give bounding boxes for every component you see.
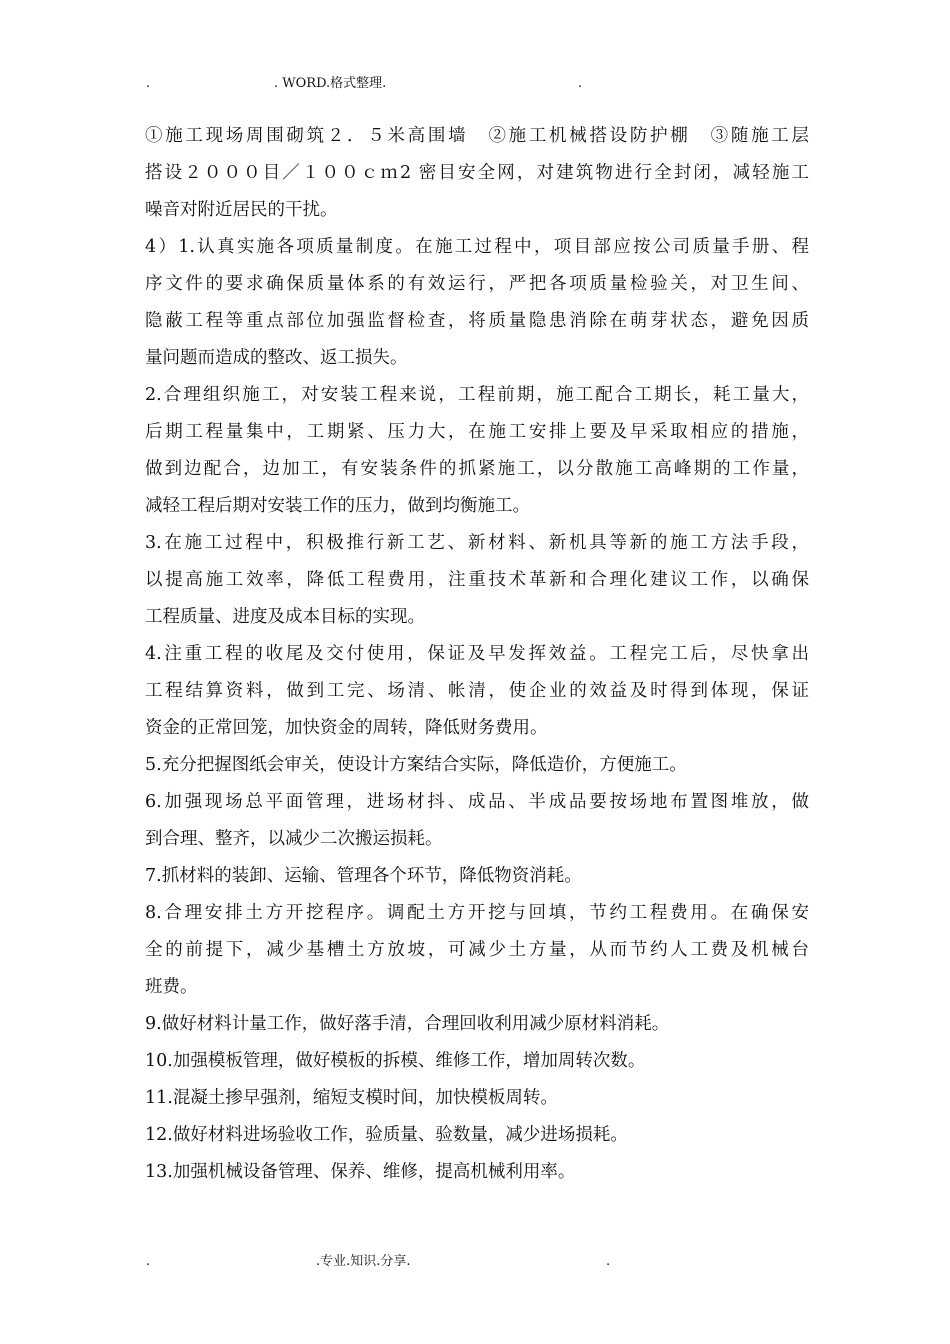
text-line: 以提高施工效率，降低工程费用，注重技术革新和合理化建议工作，以确保 xyxy=(145,570,809,590)
text-line: 资金的正常回笼，加快资金的周转，降低财务费用。 xyxy=(145,718,548,738)
text-line: 隐蔽工程等重点部位加强监督检查，将质量隐患消除在萌芽状态，避免因质 xyxy=(145,311,809,331)
header-right-mark: . xyxy=(578,76,583,91)
text-line: 全的前提下，减少基槽土方放坡，可减少土方量，从而节约人工费及机械台 xyxy=(145,940,809,960)
text-line: 9.做好材料计量工作，做好落手清，合理回收利用减少原材料消耗。 xyxy=(145,1014,670,1034)
text-line: 序文件的要求确保质量体系的有效运行，严把各项质量检验关，对卫生间、 xyxy=(145,274,809,294)
page-header xyxy=(0,74,950,94)
text-line: 3.在施工过程中，积极推行新工艺、新材料、新机具等新的施工方法手段， xyxy=(145,533,809,553)
header-title: . WORD.格式整理. xyxy=(274,76,387,91)
page-footer xyxy=(0,1252,950,1272)
text-line: 到合理、整齐，以减少二次搬运损耗。 xyxy=(145,829,443,849)
text-line: 搭设２０００目／１００ｃｍ2 密目安全网，对建筑物进行全封闭，减轻施工 xyxy=(145,163,809,183)
text-line: ①施工现场周围砌筑２．５米高围墙 ②施工机械搭设防护棚 ③随施工层 xyxy=(145,126,809,146)
text-line: 量问题而造成的整改、返工损失。 xyxy=(145,348,408,368)
text-line: 工程质量、进度及成本目标的实现。 xyxy=(145,607,425,627)
text-line: 工程结算资料，做到工完、场清、帐清，使企业的效益及时得到体现，保证 xyxy=(145,681,809,701)
text-line: 5.充分把握图纸会审关，使设计方案结合实际，降低造价，方便施工。 xyxy=(145,755,687,775)
text-line: 8.合理安排土方开挖程序。调配土方开挖与回填，节约工程费用。在确保安 xyxy=(145,903,809,923)
document-body xyxy=(145,118,809,1191)
footer-text: .专业.知识.分享. xyxy=(316,1254,411,1269)
header-left-mark: . xyxy=(146,76,151,91)
text-line: 后期工程量集中，工期紧、压力大，在施工安排上要及早采取相应的措施， xyxy=(145,422,809,442)
text-line: 噪音对附近居民的干扰。 xyxy=(145,200,338,220)
text-line: 7.抓材料的装卸、运输、管理各个环节，降低物资消耗。 xyxy=(145,866,582,886)
text-line: 做到边配合，边加工，有安装条件的抓紧施工，以分散施工高峰期的工作量， xyxy=(145,459,809,479)
text-line: 12.做好材料进场验收工作，验质量、验数量，减少进场损耗。 xyxy=(145,1125,628,1145)
text-line: 4）1.认真实施各项质量制度。在施工过程中，项目部应按公司质量手册、程 xyxy=(145,237,809,257)
text-line: 6.加强现场总平面管理，进场材抖、成品、半成品要按场地布置图堆放，做 xyxy=(145,792,809,812)
footer-right-mark: . xyxy=(606,1254,611,1269)
footer-left-mark: . xyxy=(146,1254,151,1269)
text-line: 4.注重工程的收尾及交付使用，保证及早发挥效益。工程完工后，尽快拿出 xyxy=(145,644,809,664)
text-line: 11.混凝土掺早强剂，缩短支模时间，加快模板周转。 xyxy=(145,1088,558,1108)
text-line: 减轻工程后期对安装工作的压力，做到均衡施工。 xyxy=(145,496,530,516)
text-line: 2.合理组织施工，对安装工程来说，工程前期，施工配合工期长，耗工量大， xyxy=(145,385,809,405)
text-line: 10.加强模板管理，做好模板的拆模、维修工作，增加周转次数。 xyxy=(145,1051,646,1071)
text-line: 班费。 xyxy=(145,977,198,997)
text-line: 13.加强机械设备管理、保养、维修，提高机械利用率。 xyxy=(145,1162,576,1182)
